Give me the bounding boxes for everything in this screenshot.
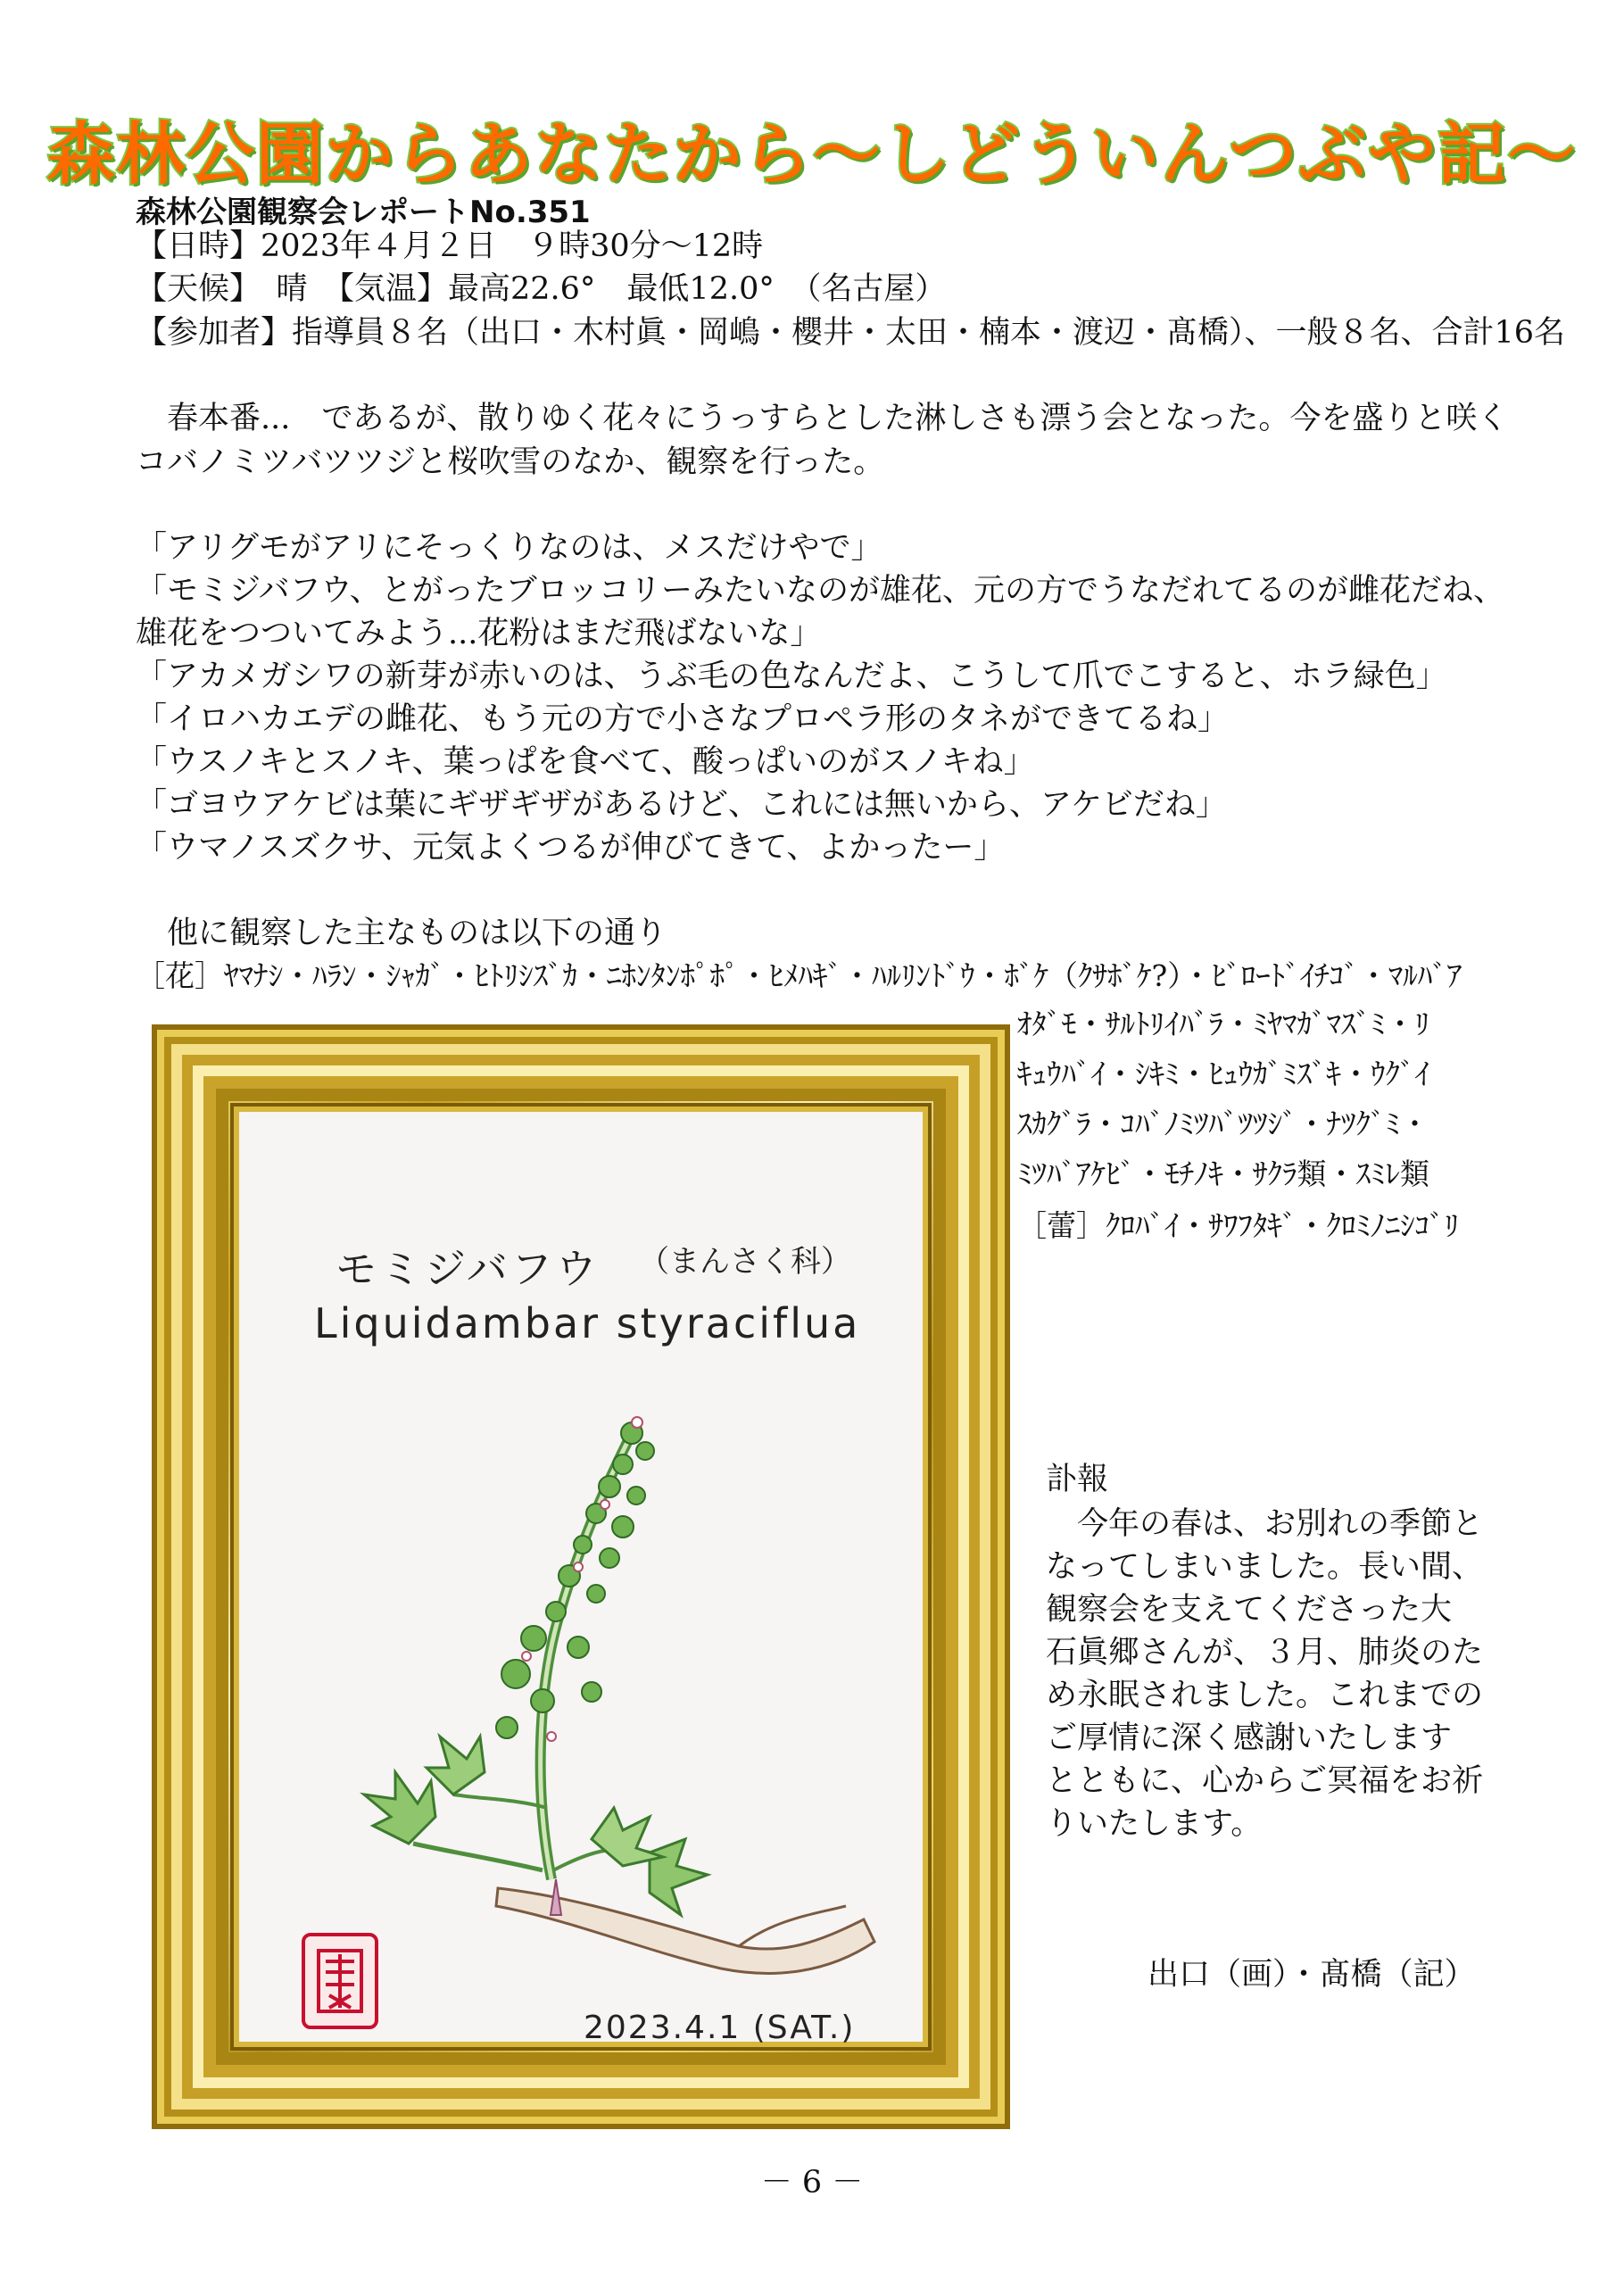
obituary-heading: 訃報 bbox=[1046, 1462, 1109, 1497]
species-line: ｽｶｸﾞﾗ・ｺﾊﾞﾉﾐﾂﾊﾞﾂﾂｼﾞ・ﾅﾂｸﾞﾐ・ bbox=[1017, 1107, 1429, 1141]
obituary-line: ご厚情に深く感謝いたします bbox=[1046, 1720, 1453, 1756]
quote-line: 「モミジバフウ、とがったブロッコリーみたいなのが雄花、元の方でうなだれてるのが雌花だね、 bbox=[136, 573, 1505, 609]
illustration-name-jp: モミジバフウ bbox=[336, 1245, 601, 1293]
species-line: ［蕾］ｸﾛﾊﾞｲ・ｻﾜﾌﾀｷﾞ・ｸﾛﾐﾉﾆｼｺﾞﾘ bbox=[1017, 1208, 1459, 1243]
quote-line: 「ウスノキとスノキ、葉っぱを食べて、酸っぱいのがスノキね」 bbox=[136, 744, 1035, 780]
intro-line: 春本番... であるが、散りゆく花々にうっすらとした淋しさも漂う会となった。今を盛りと咲く bbox=[136, 401, 1509, 436]
obituary-line: りいたします。 bbox=[1046, 1806, 1263, 1842]
quote-line: 「イロハカエデの雌花、もう元の方で小さなプロペラ形のタネができてるね」 bbox=[136, 701, 1230, 737]
page-title: 森林公園からあなたから～しどういんつぶや記～ bbox=[46, 114, 1578, 194]
species-line: ｷｭｳﾊﾞｲ・ｼｷﾐ・ﾋｭｳｶﾞﾐｽﾞｷ・ｳｸﾞｲ bbox=[1017, 1057, 1429, 1091]
quote-line: 「アリグモがアリにそっくりなのは、メスだけやで」 bbox=[136, 530, 882, 566]
quote-line: 雄花をつついてみよう...花粉はまだ飛ばないな」 bbox=[136, 616, 822, 651]
species-line: ｵﾀﾞﾓ・ｻﾙﾄﾘｲﾊﾞﾗ・ﾐﾔﾏｶﾞﾏｽﾞﾐ・ﾘ bbox=[1017, 1007, 1429, 1041]
others-heading: 他に観察した主なものは以下の通り bbox=[136, 916, 667, 951]
obituary-line: 石眞郷さんが、３月、肺炎のた bbox=[1046, 1635, 1484, 1670]
picture-frame bbox=[152, 1024, 1010, 2129]
species-line: ［花］ﾔﾏﾅｼ・ﾊﾗﾝ・ｼｬｶﾞ・ﾋﾄﾘｼｽﾞｶ・ﾆﾎﾝﾀﾝﾎﾟﾎﾟ・ﾋﾒﾊｷﾞ・ﾊﾙﾘﾝﾄﾞｳ・ﾎﾞｹ（ｸｻﾎﾞｹ?）・ﾋﾞﾛｰﾄﾞｲﾁｺﾞ・ﾏﾙﾊﾞｱ bbox=[136, 958, 1462, 993]
quote-line: 「ゴヨウアケビは葉にギザギザがあるけど、これには無いから、アケビだね」 bbox=[136, 787, 1227, 823]
illustration bbox=[234, 1107, 928, 2047]
quote-line: 「アカメガシワの新芽が赤いのは、うぶ毛の色なんだよ、こうして爪でこすると、ホラ緑色」 bbox=[136, 659, 1447, 694]
illustration-date: 2023.4.1 (SAT.) bbox=[584, 2010, 856, 2046]
info-datetime: 【日時】2023年４月２日 ９時30分～12時 bbox=[136, 228, 764, 264]
species-line: ﾐﾂﾊﾞｱｹﾋﾞ・ﾓﾁﾉｷ・ｻｸﾗ類・ｽﾐﾚ類 bbox=[1017, 1156, 1429, 1191]
obituary-line: なってしまいました。長い間、 bbox=[1046, 1549, 1484, 1585]
info-weather: 【天候】 晴 【気温】最高22.6° 最低12.0° （名古屋） bbox=[136, 271, 947, 307]
obituary-line: 観察会を支えてくださった大 bbox=[1046, 1592, 1453, 1628]
artist-seal bbox=[302, 1933, 378, 2029]
seal-stamp-icon bbox=[313, 1945, 367, 2017]
illustration-family: （まんさく科） bbox=[639, 1244, 851, 1280]
obituary-line: とともに、心からご冥福をお祈 bbox=[1046, 1763, 1484, 1799]
obituary-line: め永眠されました。これまでの bbox=[1046, 1678, 1484, 1713]
info-participants: 【参加者】指導員８名（出口・木村眞・岡嶋・櫻井・太田・楠本・渡辺・髙橋）、一般８名、合計16名 bbox=[136, 315, 1566, 351]
quote-line: 「ウマノスズクサ、元気よくつるが伸びてきて、よかったー」 bbox=[136, 830, 1006, 866]
sweetgum-drawing bbox=[239, 1112, 923, 2031]
obituary-line: 今年の春は、お別れの季節と bbox=[1046, 1506, 1484, 1542]
signature: 出口（画）・髙橋（記） bbox=[1148, 1957, 1476, 1993]
report-number: 森林公園観察会レポートNo.351 bbox=[136, 195, 591, 230]
illustration-name-sci: Liquidambar styraciflua bbox=[314, 1299, 861, 1347]
page-number: － 6 － bbox=[760, 2165, 864, 2201]
intro-line: コバノミツバツツジと桜吹雪のなか、観察を行った。 bbox=[136, 444, 885, 480]
